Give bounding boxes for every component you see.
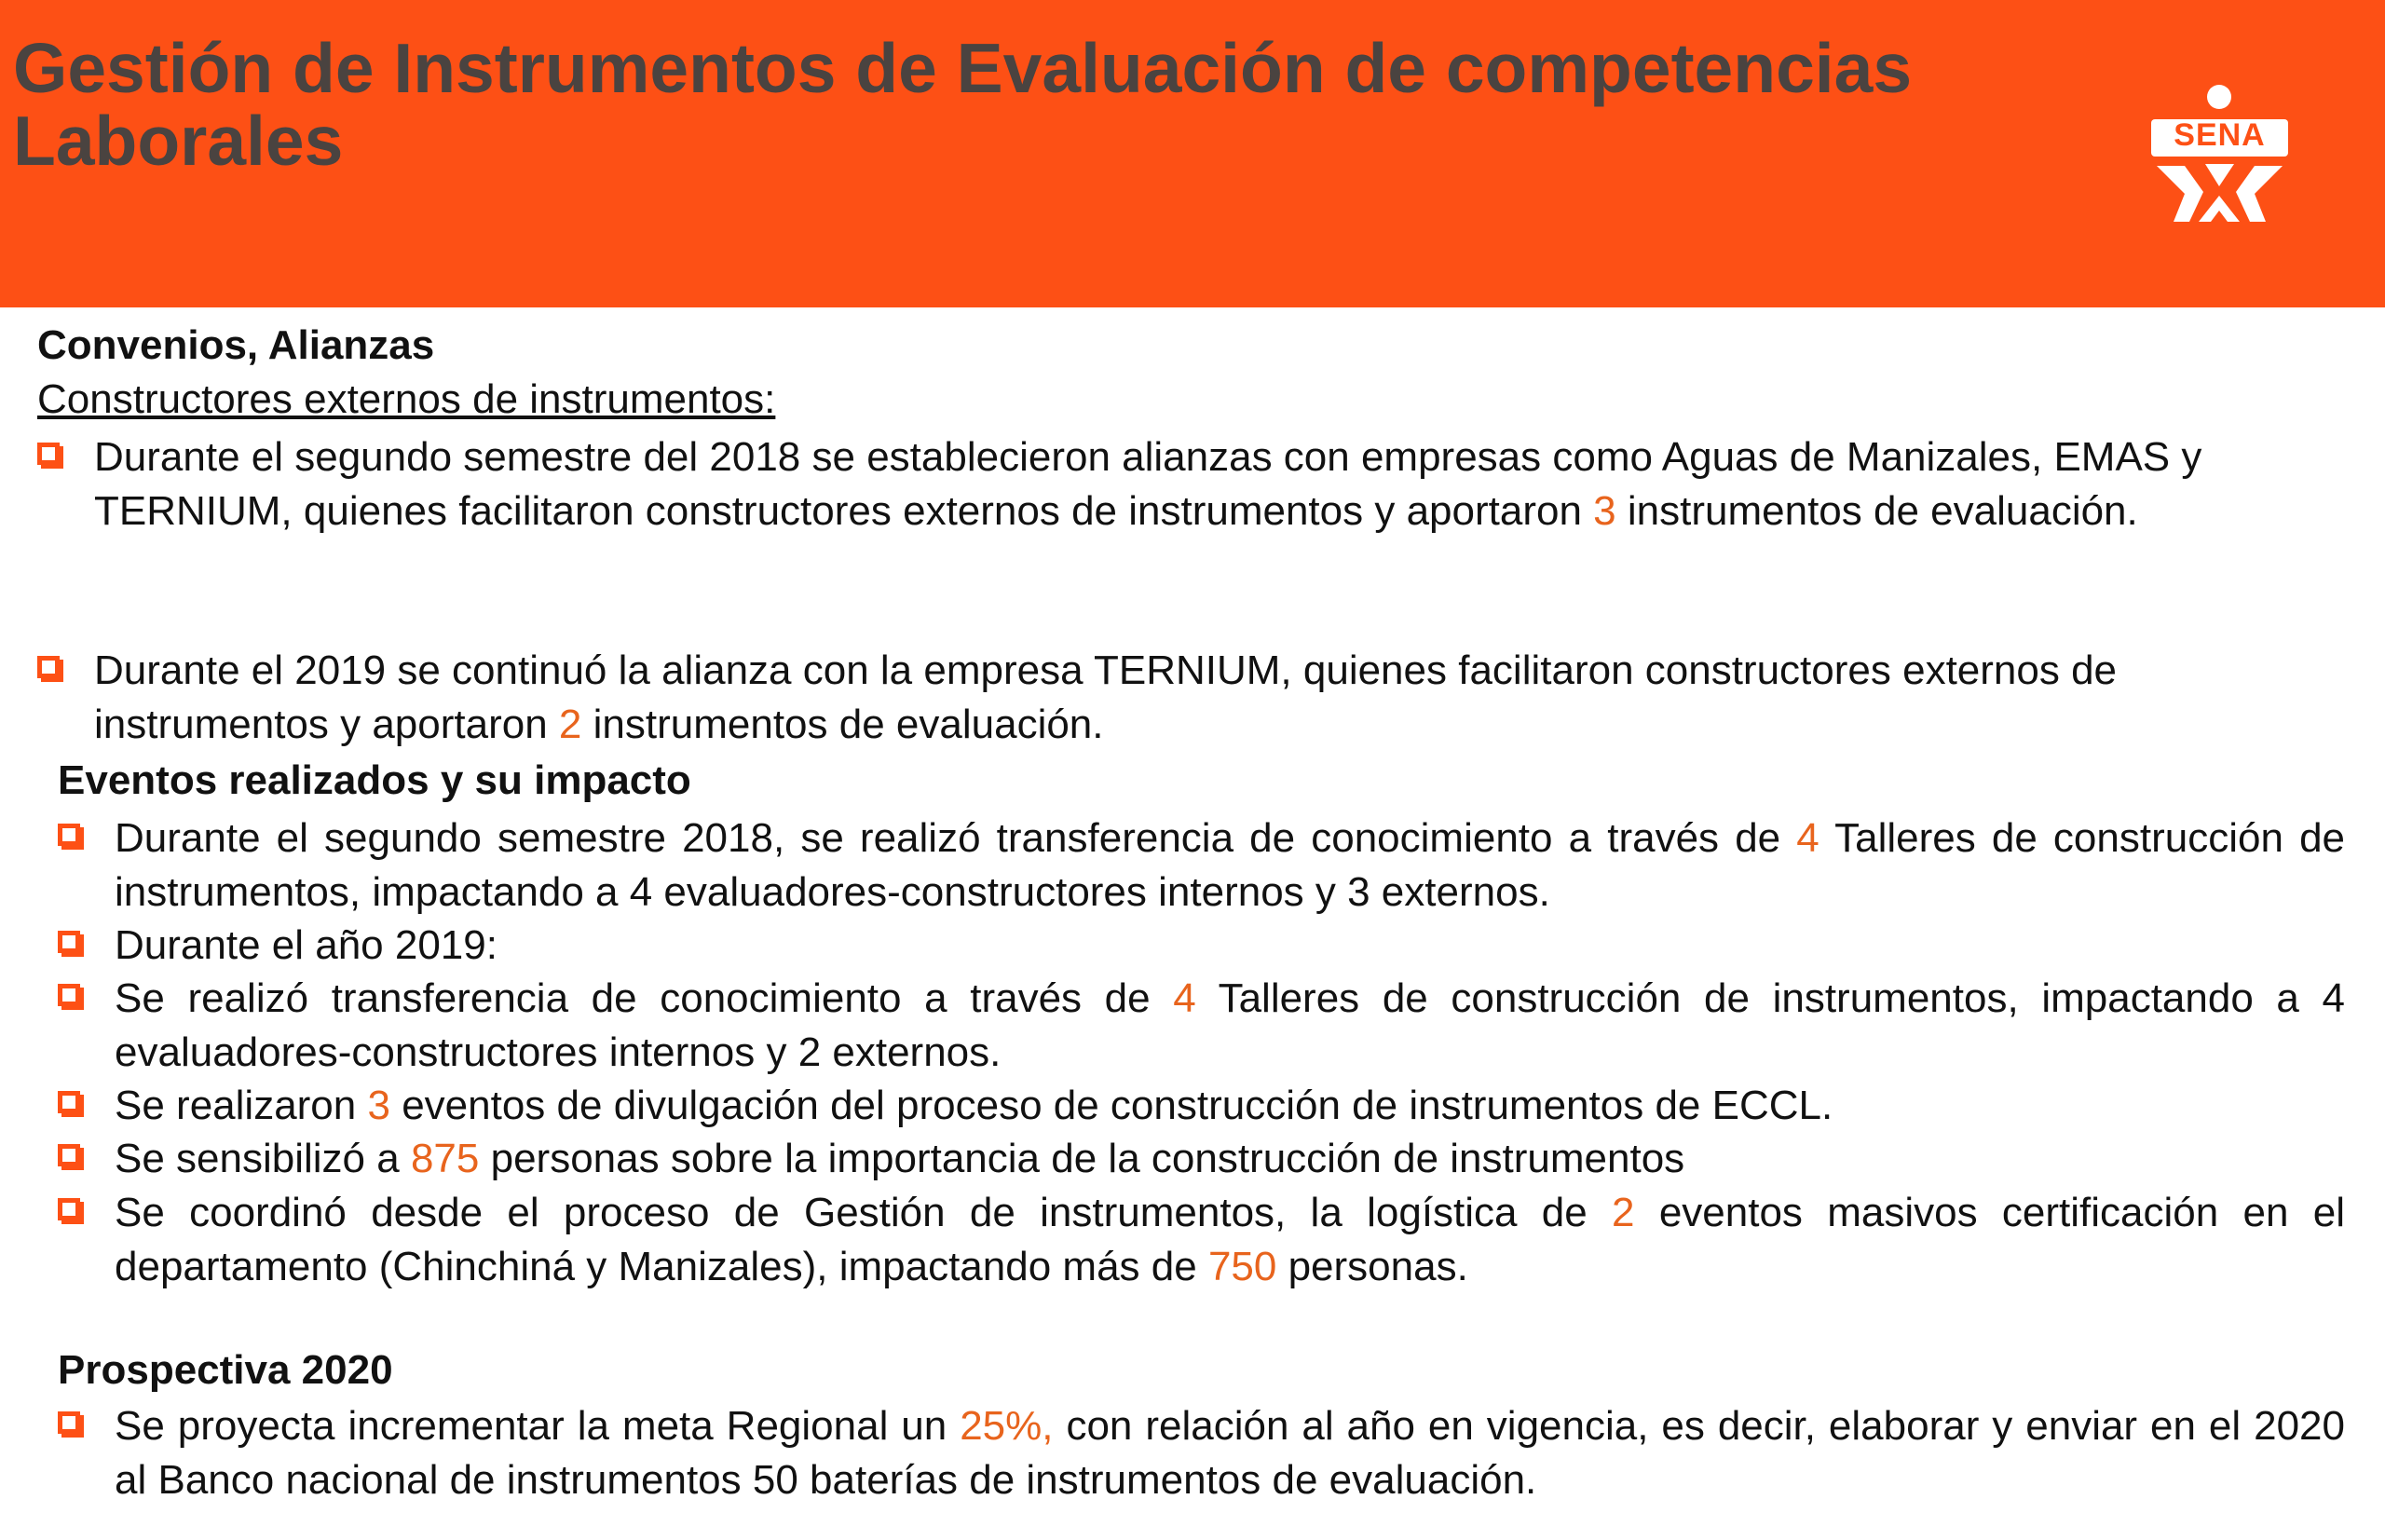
item-text: Talleres de construcción de instrumentos, impactando a 4 evaluadores-constructores internos y 3 externos. [115, 815, 2346, 915]
item-text: instrumentos de evaluación. [581, 701, 1104, 747]
checkbox-bullet-icon [58, 824, 80, 846]
item-text: Durante el año 2019: [115, 922, 497, 968]
item-text: Talleres de construcción de instrumentos, impactando a 4 evaluadores-constructores internos y 2 externos. [115, 975, 2345, 1075]
checkbox-bullet-icon [58, 1144, 80, 1166]
item-text: instrumentos de evaluación. [1615, 487, 2138, 534]
checkbox-bullet-icon [58, 984, 80, 1006]
sena-logo-icon [2147, 82, 2292, 226]
list-item [58, 1399, 2345, 1506]
section-subheading-constructores: Constructores externos de instrumentos: [37, 376, 776, 422]
section-heading-prospectiva: Prospectiva 2020 [58, 1347, 393, 1393]
list-item [58, 919, 2345, 973]
checkbox-bullet-icon [37, 443, 60, 465]
highlight-number: 3 [367, 1083, 390, 1128]
highlight-number: 875 [410, 1136, 480, 1181]
checkbox-bullet-icon [58, 1198, 80, 1220]
item-text: con relación al año en vigencia, es decir, elaborar y enviar en el 2020 al Banco nacional de instrumentos 50 baterías de instrumentos de evaluación. [115, 1403, 2345, 1503]
highlight-number: 2 [558, 701, 582, 747]
section-heading-convenios: Convenios, Alianzas [37, 322, 435, 368]
highlight-number: 4 [1796, 815, 1819, 861]
item-text: Se realizó transferencia de conocimiento a través de [115, 975, 1174, 1021]
item-text: eventos masivos certificación en el departamento (Chinchiná y Manizales), impactando más de [115, 1190, 2345, 1289]
item-text: Durante el 2019 se continuó la alianza con la empresa TERNIUM, quienes facilitaron constructores externos de instrumentos y aportaron [94, 647, 2118, 747]
highlight-number: 25%, [960, 1403, 1054, 1449]
item-text: Durante el segundo semestre 2018, se realizó transferencia de conocimiento a través de [115, 815, 1797, 861]
highlight-number: 4 [1173, 975, 1196, 1021]
checkbox-bullet-icon [58, 1091, 80, 1113]
item-text: personas sobre la importancia de la construcción de instrumentos [479, 1136, 1685, 1181]
item-text: personas. [1276, 1243, 1468, 1289]
list-item [37, 644, 2292, 751]
list-item [58, 811, 2345, 919]
list-item [58, 972, 2345, 1079]
highlight-number: 2 [1612, 1190, 1635, 1235]
item-text: Durante el segundo semestre del 2018 se establecieron alianzas con empresas como Aguas de Manizales, EMAS y TERNIUM, quienes facilitaron constructores externos de instrumentos y aportaron [94, 434, 2202, 534]
highlight-number: 750 [1207, 1243, 1277, 1289]
sena-logo [2147, 82, 2292, 226]
item-text: Se coordinó desde el proceso de Gestión de instrumentos, la logística de [115, 1190, 1613, 1235]
list-item [58, 1186, 2345, 1293]
header-banner [0, 0, 2385, 307]
item-text: eventos de divulgación del proceso de construcción de instrumentos de ECCL. [389, 1083, 1833, 1128]
item-text: Se sensibilizó a [115, 1136, 411, 1181]
checkbox-bullet-icon [58, 931, 80, 953]
list-item [37, 430, 2310, 538]
page-title: Gestión de Instrumentos de Evaluación de competencias Laborales [13, 29, 1913, 180]
section-heading-eventos: Eventos realizados y su impacto [58, 757, 691, 803]
item-text: Se proyecta incrementar la meta Regional un [115, 1403, 961, 1449]
highlight-number: 3 [1593, 487, 1616, 534]
sena-logo-text: SENA [2174, 117, 2266, 153]
item-text: Se realizaron [115, 1083, 368, 1128]
checkbox-bullet-icon [37, 656, 60, 678]
list-item [58, 1132, 2345, 1186]
list-item [58, 1079, 2345, 1133]
checkbox-bullet-icon [58, 1411, 80, 1434]
